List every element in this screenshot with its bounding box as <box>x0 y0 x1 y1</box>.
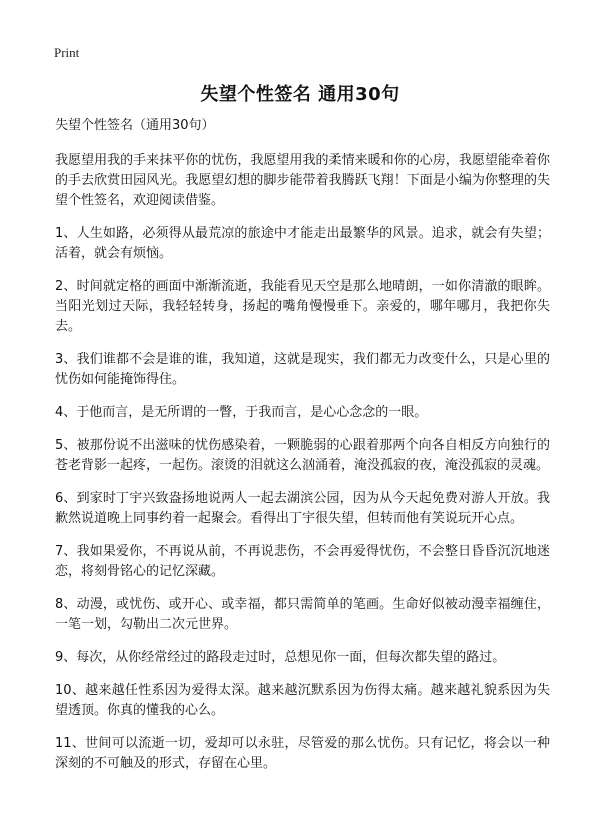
article-body <box>55 117 550 787</box>
list-item: 8、动漫，或忧伤、或开心、或幸福，都只需简单的笔画。生命好似被动漫幸福缠住，一笔一划，勾勒出二次元世界。 <box>55 597 550 632</box>
article-subtitle: 失望个性签名（通用30句） <box>55 118 215 133</box>
intro-paragraph: 我愿望用我的手来抹平你的忧伤，我愿望用我的柔情来暖和你的心房，我愿望能牵着你的手去欣赏田园风光。我愿望幻想的脚步能带着我腾跃飞翔！下面是小编为你整理的失望个性签名，欢迎阅读借鉴。 <box>55 153 550 208</box>
list-item: 9、每次，从你经常经过的路段走过时，总想见你一面，但每次都失望的路过。 <box>55 650 506 665</box>
list-item: 1、人生如路，必须得从最荒凉的旅途中才能走出最繁华的风景。追求，就会有失望；活着，就会有烦恼。 <box>55 226 550 261</box>
list-item: 6、到家时丁宇兴致盎扬地说两人一起去湖滨公园，因为从今天起免费对游人开放。我歉然说道晚上同事约着一起聚会。看得出丁宇很失望，但转而他有笑说玩开心点。 <box>55 491 550 526</box>
page-title: 失望个性签名 通用30句 <box>200 84 400 105</box>
print-link[interactable]: Print <box>54 45 80 60</box>
list-item: 2、时间就定格的画面中渐渐流逝，我能看见天空是那么地晴朗，一如你清澈的眼眸。当阳光划过天际，我轻轻转身，扬起的嘴角慢慢垂下。亲爱的，哪年哪月，我把你失去。 <box>55 279 550 334</box>
list-item: 5、被那份说不出滋味的忧伤感染着，一颗脆弱的心跟着那两个向各自相反方向独行的苍老背影一起疼，一起伤。滚烫的泪就这么汹涌着，淹没孤寂的夜，淹没孤寂的灵魂。 <box>55 438 550 473</box>
list-item: 10、越来越任性系因为爱得太深。越来越沉默系因为伤得太痛。越来越礼貌系因为失望透顶。你真的懂我的心么。 <box>55 683 550 718</box>
list-item: 7、我如果爱你，不再说从前，不再说悲伤，不会再爱得忧伤，不会整日昏昏沉沉地迷恋，将刻骨铭心的记忆深藏。 <box>55 544 550 579</box>
list-item: 11、世间可以流逝一切，爱却可以永驻，尽管爱的那么忧伤。只有记忆，将会以一种深刻的不可触及的形式，存留在心里。 <box>55 736 550 771</box>
list-item: 4、于他而言，是无所谓的一瞥，于我而言，是心心念念的一眼。 <box>55 405 428 420</box>
list-item: 3、我们谁都不会是谁的谁，我知道，这就是现实，我们都无力改变什么，只是心里的忧伤如何能掩饰得住。 <box>55 352 550 387</box>
